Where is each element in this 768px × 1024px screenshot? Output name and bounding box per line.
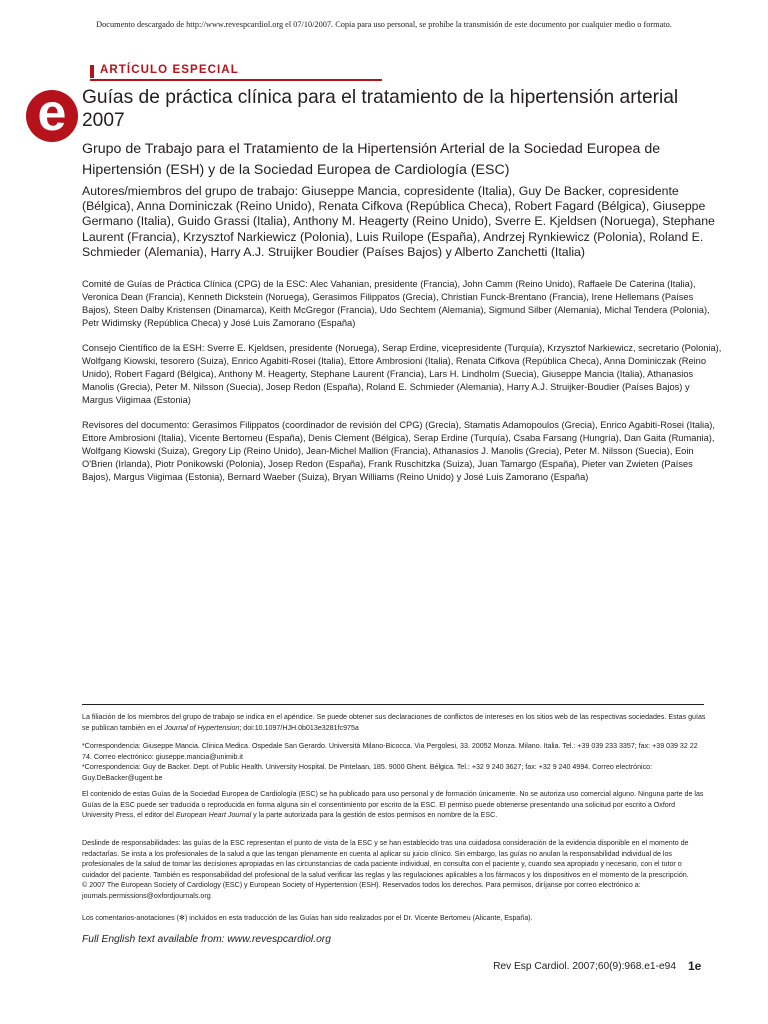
copyright-text: El contenido de estas Guías de la Sociedad Europea de Cardiología (ESC) se ha publicado para uso personal y de formación únicamente. No se autoriza uso comercial alguno. Ninguna parte de las Guías de la ESC puede ser traducida o reproducida en forma alguna sin el consentimiento por escrito de la ESC. El permiso puede obtenerse presentando una solicitud por escrito a Oxford University Press, el editor del [82, 790, 704, 819]
section-label: ARTÍCULO ESPECIAL [90, 64, 239, 76]
working-group: Grupo de Trabajo para el Tratamiento de la Hipertensión Arterial de la Sociedad Europea de Hipertensión (ESH) y de la Sociedad Europea de Cardiología (ESC) [82, 141, 661, 178]
section-rule [90, 79, 382, 81]
correspondence-mancia: *Correspondencia: Giuseppe Mancia. Clinica Medica. Ospedale San Gerardo. Università Milano-Bicocca. Via Pergolesi, 33. 20052 Monza. Milano. Italia. Tel.: +39 039 233 3357; fax: +39 039 32 22 74. Correo electrónico: giuseppe.mancia@unimib.it [82, 742, 698, 761]
copyright-line: © 2007 The European Society of Cardiology (ESC) y European Society of Hypertension (ESH). Reservados todos los derechos. Para permisos, diríjanse por correo electrónico a: journals.permissions@oxfordjournals.org [82, 881, 641, 900]
correspondence-note [82, 741, 706, 783]
esc-committee: Comité de Guías de Práctica Clínica (CPG) de la ESC: Alec Vahanian, presidente (Francia), John Camm (Reino Unido), Raffaele De Caterina (Italia), Veronica Dean (Francia), Kenneth Dickstein (Noruega), Gerasimos Filippatos (Grecia), Christian Funck-Brentano (Francia), Irene Hellemans (Países Bajos), Steen Dalby Kristensen (Dinamarca), Keith McGregor (Francia), Udo Sechtem (Alemania), Sigmund Silber (Alemania), Michal Tendera (Polonia), Petr Widimsky (República Checa) y José Luis Zamorano (España) [82, 279, 710, 329]
english-text-link: Full English text available from: www.revespcardiol.org [82, 934, 331, 945]
download-notice: Documento descargado de http://www.revespcardiol.org el 07/10/2007. Copia para uso personal, se prohíbe la transmisión de este documento por cualquier medio o formato. [96, 20, 672, 29]
affiliation-note [82, 712, 706, 733]
affiliation-text: La filiación de los miembros del grupo de trabajo se indica en el apéndice. Se puede obtener sus declaraciones de conflictos de intereses en los sitios web de las respectivas sociedades. Estas guías se publican también en el [82, 713, 706, 732]
comments-text: Los comentarios-anotaciones ( [82, 914, 179, 922]
disclaimer-text: Deslinde de responsabilidades: las guías de la ESC representan el punto de vista de la ESC y se han establecido tras una cuidadosa consideración de la evidencia disponible en el momento de redactarlas. Se insta a los profesionales de la salud a que las tengan plenamente en cuenta al aplicar su juicio clínico. Sin embargo, las guías no anulan la responsabilidad individual de los profesionales de la salud de tomar las decisiones apropiadas en las circunstancias de cada paciente individual, en consulta con el paciente y, cuando sea apropiado y necesario, con el tutor o cuidador del paciente. También es responsabilidad del profesional de la salud verificar las reglas y las regulaciones aplicables a los fármacos y los dispositivos en el momento de la prescripción. [82, 839, 689, 879]
logo-letter: e [37, 84, 67, 142]
page-number: 1e [688, 959, 702, 973]
document-reviewers: Revisores del documento: Gerasimos Filippatos (coordinador de revisión del CPG) (Grecia), Stamatis Adamopoulos (Grecia), Enrico Agabiti-Rosei (Italia), Ettore Ambrosioni (Italia), Vicente Bertomeu (España), Denis Clement (Bélgica), Serap Erdine (Turquía), Csaba Farsang (Hungría), Dan Gaita (Rumania), Wolfgang Kiowski (Suiza), Gregory Lip (Reino Unido), Jean-Michel Mallion (Francia), Athanasios J. Manolis (Grecia), Peter M. Nilsson (Suecia), Eoin O'Brien (Irlanda), Piotr Ponikowski (Polonia), Josep Redon (España), Frank Ruschitzka (Suiza), Juan Tamargo (España), Pieter van Zwieten (Países Bajos), Margus Viigimaa (Estonia), Bernard Waeber (Suiza), Bryan Williams (Reino Unido) y José Luis Zamorano (España) [82, 420, 715, 483]
copyright-text-end: y la parte autorizada para la gestión de estos permisos en nombre de la ESC. [251, 811, 498, 819]
affiliation-doi: ; doi:10.1097/HJH.0b013e3281fc975a [239, 723, 359, 732]
copyright-journal: European Heart Journal [175, 811, 252, 819]
citation: Rev Esp Cardiol. 2007;60(9):968.e1-e94 [493, 961, 676, 972]
comments-text-end: ) incluidos en esta traducción de las Guías han sido realizados por el Dr. Vicente Bertomeu (Alicante, España). [184, 914, 533, 922]
correspondence-debacker: *Correspondencia: Guy de Backer. Dept. of Public Health. University Hospital. De Pintelaan, 185. 9000 Ghent. Bélgica. Tel.: +32 9 240 3627; fax: +32 9 240 4994. Correo electrónico: Guy.DeBacker@ugent.be [82, 763, 653, 782]
asterisk-icon: ✻ [179, 914, 185, 922]
article-title: Guías de práctica clínica para el tratamiento de la hipertensión arterial 2007 [82, 87, 679, 131]
authors-list: Autores/miembros del grupo de trabajo: Giuseppe Mancia, copresidente (Italia), Guy De Backer, copresidente (Bélgica), Anna Dominiczak (Reino Unido), Renata Cifkova (República Checa), Robert Fagard (Bélgica), Giuseppe Germano (Italia), Guido Grassi (Italia), Anthony M. Heagerty (Reino Unido), Sverre E. Kjeldsen (Noruega), Stephane Laurent (Francia), Krzysztof Narkiewicz (Polonia), Luis Ruilope (España), Andrzej Rynkiewicz (Polonia), Roland E. Schmieder (Alemania), Harry A.J. Struijker Boudier (Países Bajos) y Alberto Zanchetti (Italia) [82, 184, 715, 259]
journal-e-logo-icon [26, 84, 78, 142]
copyright-note [82, 789, 706, 821]
comments-note [82, 913, 706, 924]
footnote-divider [82, 704, 704, 705]
disclaimer-note [82, 838, 706, 901]
esh-council: Consejo Científico de la ESH: Sverre E. Kjeldsen, presidente (Noruega), Serap Erdine, vicepresidente (Turquía), Krzysztof Narkiewicz, secretario (Polonia), Wolfgang Kiowski, tesorero (Suiza), Enrico Agabiti-Rosei (Italia), Ettore Ambrosioni (Italia), Renata Cifkova (República Checa), Anna Dominiczak (Reino Unido), Robert Fagard (Bélgica), Anthony M. Heagerty, Stephane Laurent (Francia), Lars H. Lindholm (Suecia), Giuseppe Mancia (Italia), Athanasios Manolis (Grecia), Peter M. Nilsson (Suecia), Josep Redon (España), Roland E. Schmieder (Alemania), Harry A.J. Struijker-Boudier (Países Bajos) y Margus Viigimaa (Estonia) [82, 343, 722, 406]
affiliation-journal: Journal of Hypertension [164, 723, 240, 732]
